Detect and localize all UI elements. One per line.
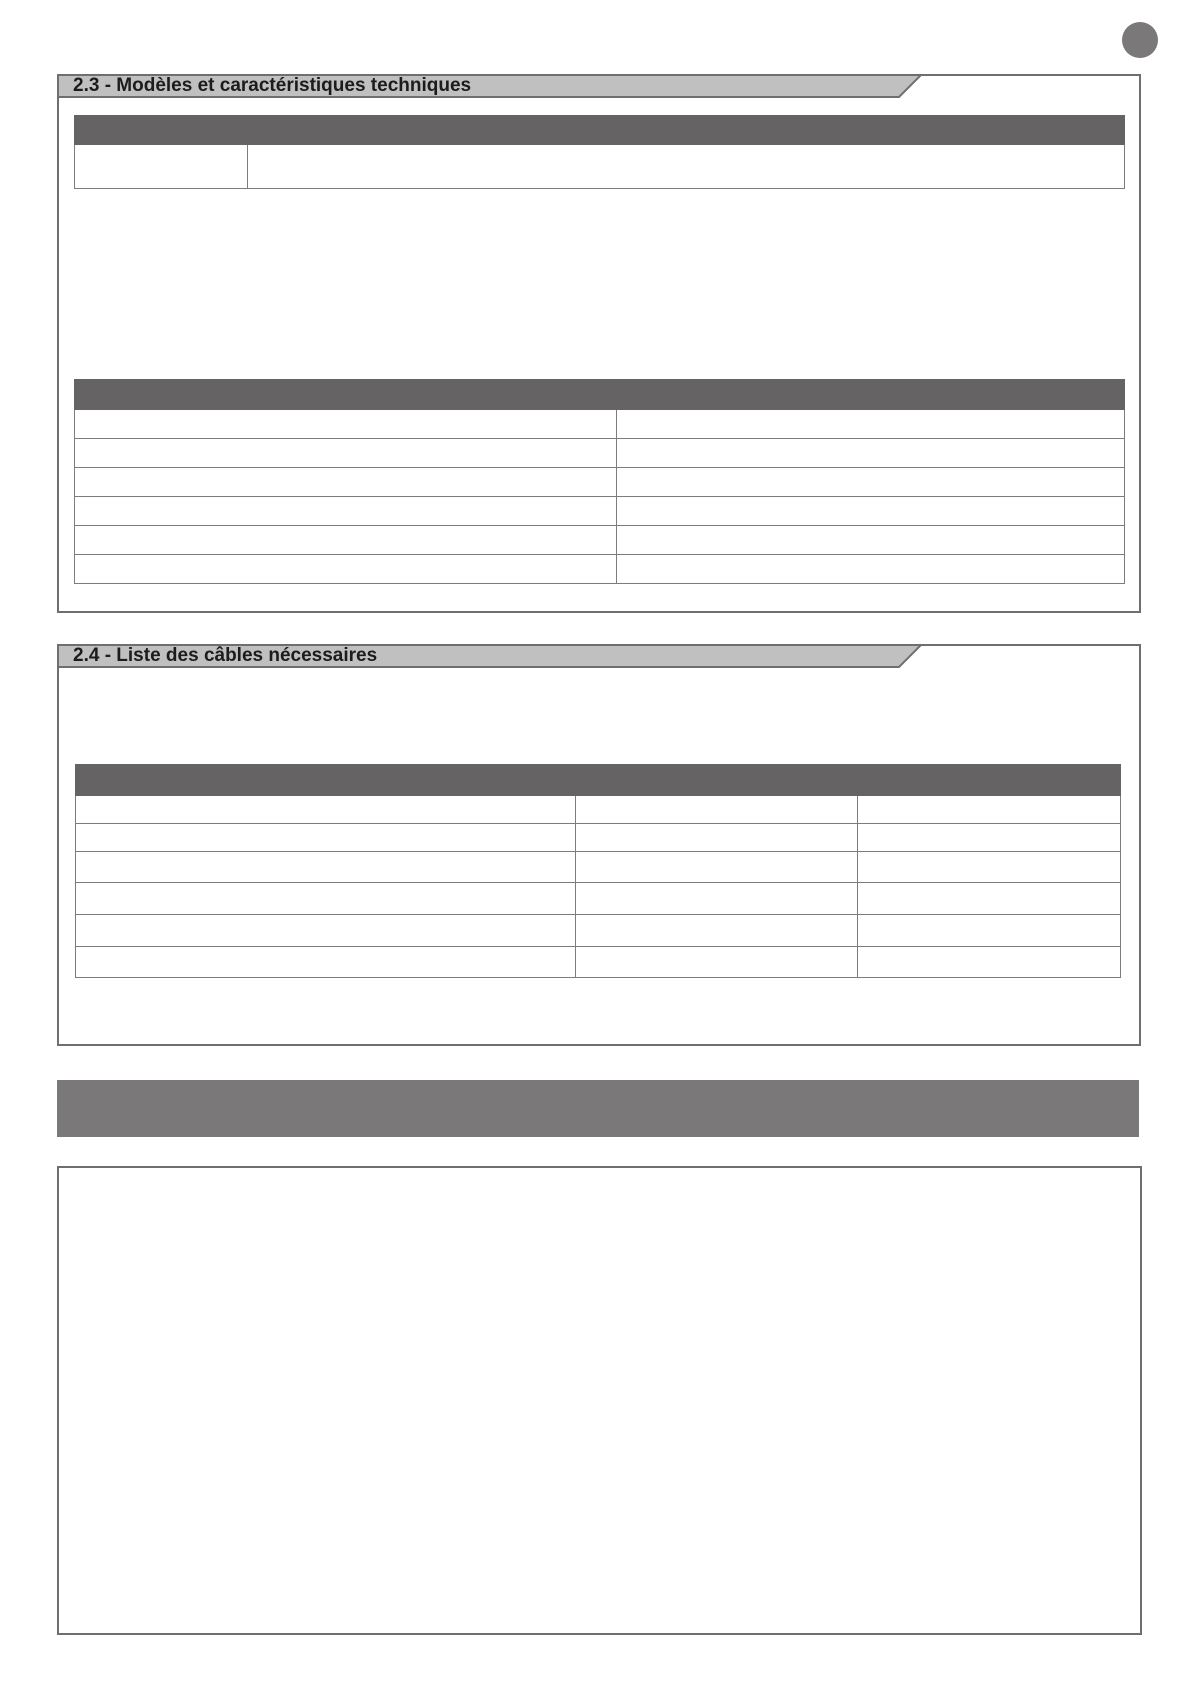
table-header-row <box>76 765 1121 796</box>
table-cell <box>617 468 1125 497</box>
table-cell <box>617 555 1125 584</box>
table-row <box>75 555 1125 584</box>
table-cell <box>75 526 617 555</box>
table-cell <box>576 947 858 978</box>
table-cell <box>617 526 1125 555</box>
table-cell <box>76 796 576 824</box>
table-row <box>75 526 1125 555</box>
table-cell <box>858 915 1121 947</box>
section-title: 2.4 - Liste des câbles nécessaires <box>73 645 378 666</box>
table-cell <box>617 410 1125 439</box>
table-cell <box>858 852 1121 883</box>
table-cell <box>76 824 576 852</box>
table-row <box>75 468 1125 497</box>
table-header-cell <box>75 116 1125 145</box>
section-divider-band <box>57 1080 1139 1137</box>
table-cell <box>76 915 576 947</box>
table-cell <box>617 497 1125 526</box>
table-row <box>75 145 1125 189</box>
page-number-badge <box>1122 22 1158 58</box>
table-row <box>75 439 1125 468</box>
table-cell <box>576 915 858 947</box>
table-cell <box>75 497 617 526</box>
table-cell <box>75 145 248 189</box>
table-cell <box>75 439 617 468</box>
table-cell <box>76 883 576 915</box>
section-header <box>57 74 922 98</box>
table-row <box>76 915 1121 947</box>
table-cell <box>75 410 617 439</box>
table-header-row <box>75 380 1125 410</box>
table-header-cell <box>76 765 1121 796</box>
section-title: 2.3 - Modèles et caractéristiques techniques <box>73 75 472 96</box>
table-cell <box>858 883 1121 915</box>
table-cell <box>576 883 858 915</box>
table-row <box>76 824 1121 852</box>
table-row <box>76 947 1121 978</box>
table-row <box>76 796 1121 824</box>
table-cell <box>858 824 1121 852</box>
table-row <box>76 852 1121 883</box>
table-cell <box>75 555 617 584</box>
section-cable-list <box>57 644 1141 1046</box>
models-table <box>74 115 1125 189</box>
table-cell <box>576 824 858 852</box>
section-header <box>57 644 922 668</box>
table-cell <box>76 947 576 978</box>
table-cell <box>858 947 1121 978</box>
table-header-row <box>75 116 1125 145</box>
section-models-specs <box>57 74 1141 613</box>
table-row <box>76 883 1121 915</box>
specs-table <box>74 379 1125 584</box>
empty-content-box <box>57 1166 1142 1635</box>
table-row <box>75 410 1125 439</box>
table-row <box>75 497 1125 526</box>
table-cell <box>248 145 1125 189</box>
cables-table <box>75 764 1121 978</box>
table-cell <box>76 852 576 883</box>
table-cell <box>75 468 617 497</box>
table-cell <box>576 852 858 883</box>
table-cell <box>576 796 858 824</box>
table-cell <box>858 796 1121 824</box>
table-cell <box>617 439 1125 468</box>
table-header-cell <box>75 380 1125 410</box>
